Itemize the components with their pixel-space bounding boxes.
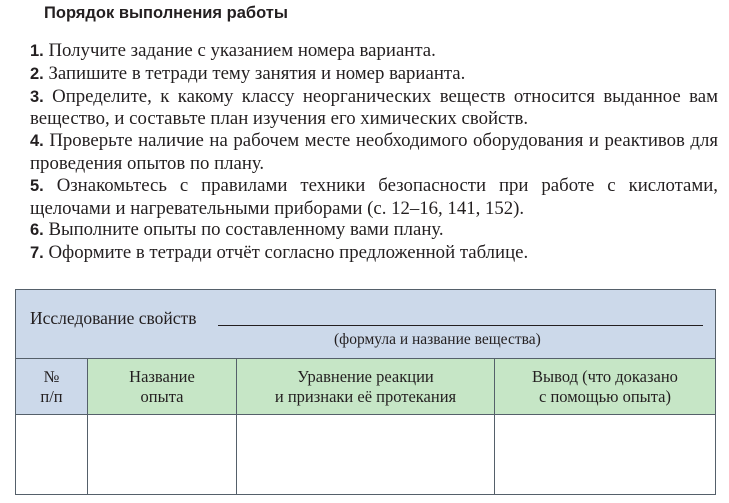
column-header-line: опыта <box>140 386 184 406</box>
empty-cell-experiment-name <box>88 415 237 494</box>
empty-cell-conclusion <box>495 415 715 494</box>
step-item <box>30 242 718 265</box>
column-header-line: с помощью опыта) <box>539 386 671 406</box>
step-item <box>30 130 718 175</box>
step-text: Получите задание с указанием номера варианта. <box>48 40 436 61</box>
empty-cell-reaction-equation <box>237 415 495 494</box>
column-header-line: Вывод (что доказано <box>532 366 678 386</box>
step-number: 4. <box>30 132 44 151</box>
column-header-line: п/п <box>40 386 63 406</box>
substance-fill-line <box>218 325 703 326</box>
step-text: Запишите в тетради тему занятия и номер варианта. <box>48 62 466 84</box>
step-number: 2. <box>30 64 44 83</box>
report-table <box>15 289 716 495</box>
empty-cell-number <box>16 415 88 494</box>
column-header-number <box>16 359 88 415</box>
column-header-line: Уравнение реакции <box>297 366 434 386</box>
column-header-line: № <box>43 366 60 386</box>
column-header-experiment-name <box>88 359 237 415</box>
step-number: 3. <box>30 87 44 106</box>
column-header-reaction-equation <box>237 359 495 415</box>
step-number: 1. <box>30 42 44 60</box>
column-header-line: Название <box>129 366 195 386</box>
step-text: Ознакомьтесь с правилами техники безопасности при работе с кислотами, щелочами и нагревательными приборами (с. 12–16, 141, 152). <box>30 174 719 219</box>
step-item <box>30 219 718 242</box>
step-item <box>30 86 718 131</box>
step-number: 5. <box>30 176 44 195</box>
step-number: 6. <box>30 221 44 240</box>
study-hint: (формула и название вещества) <box>334 331 541 348</box>
step-item <box>30 175 718 220</box>
step-text: Проверьте наличие на рабочем месте необходимого оборудования и реактивов для проведения опытов по плану. <box>30 130 718 174</box>
steps-list <box>30 40 718 265</box>
step-text: Выполните опыты по составленному вами плану. <box>48 219 444 241</box>
step-text: Определите, к какому классу неорганических веществ относится выданное вам вещество, и составьте план изучения его химических свойств. <box>30 85 718 130</box>
step-number: 7. <box>30 244 44 263</box>
table-title-band <box>16 290 715 359</box>
column-header-line: и признаки её протекания <box>274 386 457 406</box>
step-item <box>30 40 718 63</box>
section-heading: Порядок выполнения работы <box>44 4 288 22</box>
study-label: Исследование свойств <box>30 308 197 328</box>
step-text: Оформите в тетради отчёт согласно предложенной таблице. <box>48 242 529 264</box>
step-item <box>30 63 718 86</box>
column-header-conclusion <box>495 359 715 415</box>
